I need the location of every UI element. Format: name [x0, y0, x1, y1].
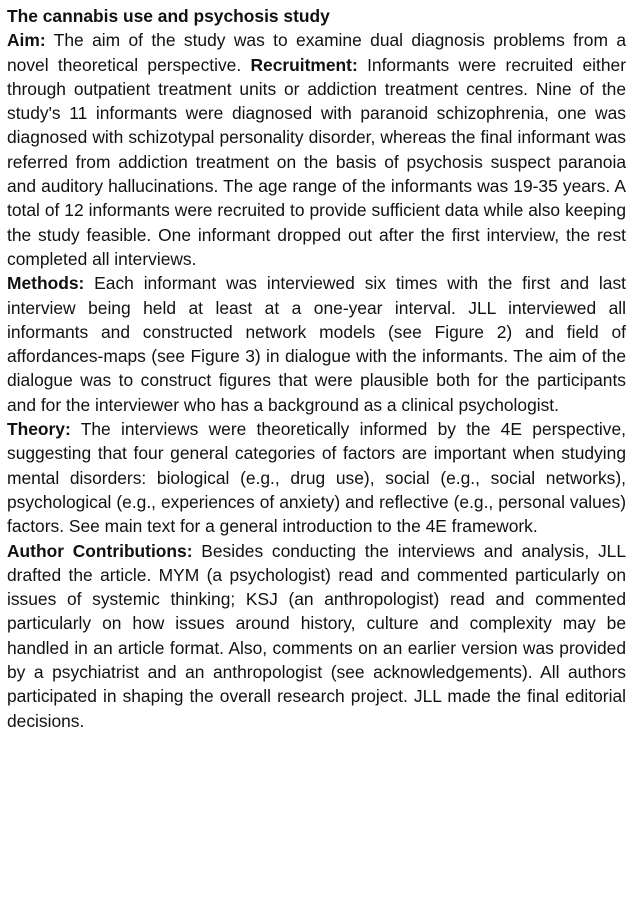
methods-text: Each informant was interviewed six times with the first and last interview being held at least at a one-year interval. JLL interviewed all informants and constructed network models (see Figure 2) and field of affordances-maps (see Figure 3) in dialogue with the informants. The aim of the dialogue was to construct figures that were plausible both for the participants and for the interviewer who has a background as a clinical psychologist.: [7, 273, 626, 415]
theory-label: Theory:: [7, 419, 71, 440]
recruitment-label: Recruitment:: [250, 54, 358, 75]
methods-label: Methods:: [7, 273, 85, 294]
box-title: The cannabis use and psychosis study: [7, 6, 330, 26]
theory-paragraph: [7, 417, 626, 538]
author-contributions-text: Besides conducting the interviews and analysis, JLL drafted the article. MYM (a psychologist) read and commented particularly on issues of systemic thinking; KSJ (an anthropologist) read and commented particularly on how issues around history, culture and complexity may be handled in an article format. Also, comments on an earlier version was provided by a psychiatrist and an anthropologist (see acknowledgements). All authors participated in shaping the overall research project. JLL made the final editorial decisions.: [7, 540, 626, 731]
methods-paragraph: [7, 271, 626, 417]
aim-text: The aim of the study was to examine dual diagnosis problems from a novel theoretical perspective.: [7, 30, 626, 75]
author-contributions-label: Author Contributions:: [7, 540, 193, 561]
aim-label: Aim:: [7, 30, 46, 51]
recruitment-text: Informants were recruited either through outpatient treatment units or addiction treatment centres. Nine of the study's 11 informants were diagnosed with paranoid schizophrenia, one was diagnosed with schizotypal personality disorder, whereas the final informant was referred from addiction treatment on the basis of psychosis suspect paranoia and auditory hallucinations. The age range of the informants was 19-35 years. A total of 12 informants were recruited to provide sufficient data while also keeping the study feasible. One informant dropped out after the first interview, the rest completed all interviews.: [7, 54, 626, 269]
theory-text: The interviews were theoretically informed by the 4E perspective, suggesting that four general categories of factors are important when studying mental disorders: biological (e.g., drug use), social (e.g., social networks), psychological (e.g., experiences of anxiety) and reflective (e.g., personal values) factors. See main text for a general introduction to the 4E framework.: [7, 419, 626, 537]
author-contributions-paragraph: [7, 539, 626, 733]
aim-recruitment-paragraph: [7, 28, 626, 271]
